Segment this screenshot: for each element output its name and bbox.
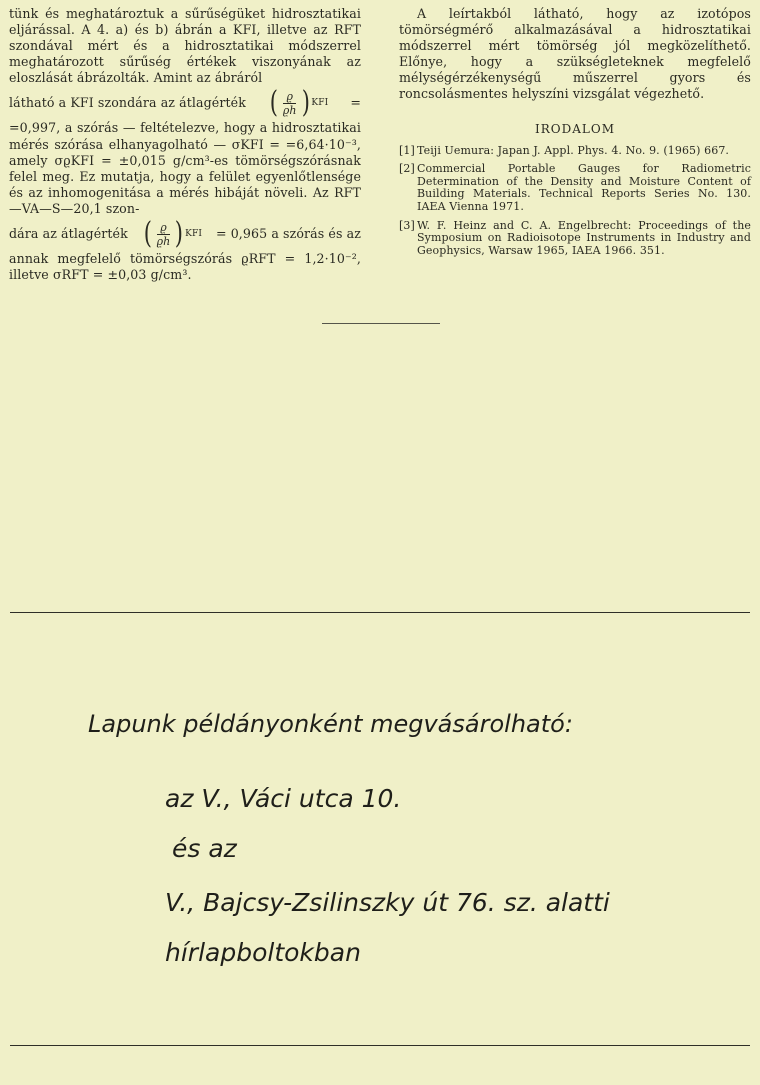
ratio-fraction: ( $\frac{ϱ}{ϱh}$ ) KFI [269, 85, 329, 121]
left-text-block-3: annak megfelelő tömörségszórás ϱRFT = 1,2·10⁻², illetve σRFT = ±0,03 g/cm³. [9, 251, 361, 283]
fraction-subscript: KFI [185, 228, 202, 239]
left-formula-line-1 [9, 86, 361, 120]
notice-address-2: V., Bajcsy-Zsilinszky út 76. sz. alatti [165, 888, 610, 917]
fraction-subscript: KFI [311, 98, 329, 109]
reference-item [399, 220, 751, 258]
notice-top-rule [10, 612, 750, 613]
left-text-block-1: tünk és meghatároztuk a sűrűségüket hidrosztatikai eljárással. A 4. a) és b) ábrán a KFI, illetve az RFT szondával mért és a hidrosztatikai módszerrel meghatározott sűrűség értékek viszonyának az eloszlását ábrázolták. Amint az ábráról [9, 6, 361, 86]
notice-address-1: az V., Váci utca 10. [165, 784, 402, 813]
notice-bottom-rule [10, 1045, 750, 1046]
left-text-block-2: =0,997, a szórás — feltételezve, hogy a hidrosztatikai mérés szórása elhanyagolható — σKFI = =6,64·10⁻³, amely σϱKFI = ±0,015 g/cm³-es tömörségszórásnak felel meg. Ez mutatja, hogy a felület egyenlőtlensége és az inhomogenitása a mérés hibáját növeli. Az RFT—VA—S—20,1 szon- [9, 120, 361, 216]
left-column [9, 6, 361, 283]
notice-conjunction: és az [172, 834, 237, 863]
fraction-numerator: ϱ [157, 221, 170, 235]
reference-item [399, 145, 751, 158]
article-end-separator [322, 323, 440, 324]
formula-text: látható a KFI szondára az átlagérték [9, 95, 246, 111]
notice-shops: hírlapboltokban [165, 938, 361, 967]
reference-number: [2] [399, 162, 415, 176]
reference-text: W. F. Heinz and C. A. Engelbrecht: Proceedings of the Symposium on Radioisotope Instruments in Industry and Geophysics, Warsaw 1965, IAEA 1966. 351. [417, 218, 751, 257]
reference-text: Teiji Uemura: Japan J. Appl. Phys. 4. No. 9. (1965) 667. [417, 143, 730, 157]
fraction-denominator: ϱh [156, 234, 171, 248]
fraction-numerator: ϱ [283, 90, 296, 104]
notice-title: Lapunk példányonként megvásárolható: [88, 710, 573, 738]
reference-number: [1] [399, 143, 415, 157]
conclusion-paragraph: A leírtakból látható, hogy az izotópos tömörségmérő alkalmazásával a hidrosztatikai módszerrel mért tömörség jól megközelíthető. Előnye, hogy a szükségleteknek megfelelő mélységérzékenységű műszerrel gyors és roncsolásmentes helyszíni vizsgálat végezhető. [399, 6, 751, 102]
formula-text: = [350, 95, 361, 111]
formula-text: = 0,965 a szórás és az [215, 225, 361, 241]
fraction-denominator: ϱh [282, 103, 297, 117]
reference-number: [3] [399, 218, 415, 232]
reference-item [399, 163, 751, 213]
references-heading: IRODALOM [535, 121, 615, 136]
left-formula-line-2 [9, 217, 361, 251]
right-column [399, 6, 751, 263]
ratio-fraction: ( $\frac{ϱ}{ϱh}$ ) KFI [143, 216, 202, 252]
formula-text: dára az átlagérték [9, 225, 128, 241]
reference-text: Commercial Portable Gauges for Radiometric Determination of the Density and Moisture Content of Building Materials. Technical Reports Series No. 130. IAEA Vienna 1971. [417, 162, 751, 214]
